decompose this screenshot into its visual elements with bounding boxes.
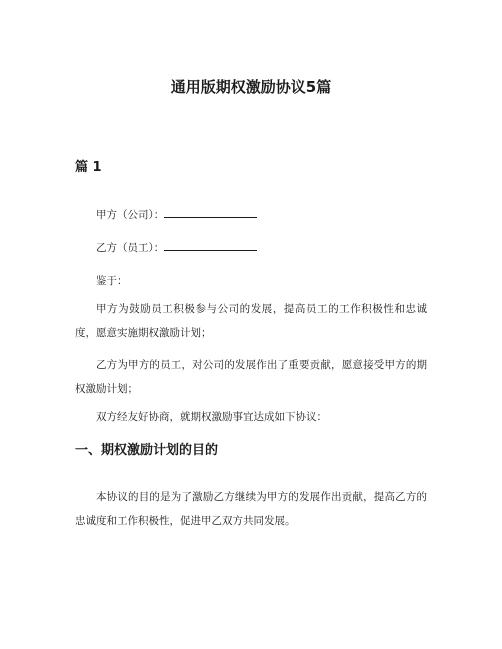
whereas-clause-2: 乙方为甲方的员工，对公司的发展作出了重要贡献，愿意接受甲方的期权激励计划； — [75, 359, 427, 395]
document-title: 通用版期权激励协议5篇 — [170, 78, 332, 96]
party-a-label: 甲方（公司）： — [96, 209, 165, 221]
section-heading-purpose: 一、期权激励计划的目的 — [75, 443, 219, 458]
party-b-line — [75, 236, 427, 260]
party-a-line — [75, 203, 427, 227]
purpose-paragraph: 本协议的目的是为了激励乙方继续为甲方的发展作出贡献，提高乙方的忠诚度和工作积极性，促进甲乙双方共同发展。 — [75, 491, 427, 527]
party-a-blank — [164, 204, 257, 218]
agreement-intro: 双方经友好协商，就期权激励事宜达成如下协议： — [96, 411, 327, 423]
party-b-blank — [164, 237, 257, 251]
party-b-label: 乙方（员工）： — [96, 242, 165, 254]
section-heading-1: 篇 1 — [75, 160, 102, 175]
whereas-label: 鉴于： — [96, 275, 128, 287]
whereas-clause-1: 甲方为鼓励员工积极参与公司的发展，提高员工的工作积极性和忠诚度，愿意实施期权激励计划； — [75, 303, 427, 339]
